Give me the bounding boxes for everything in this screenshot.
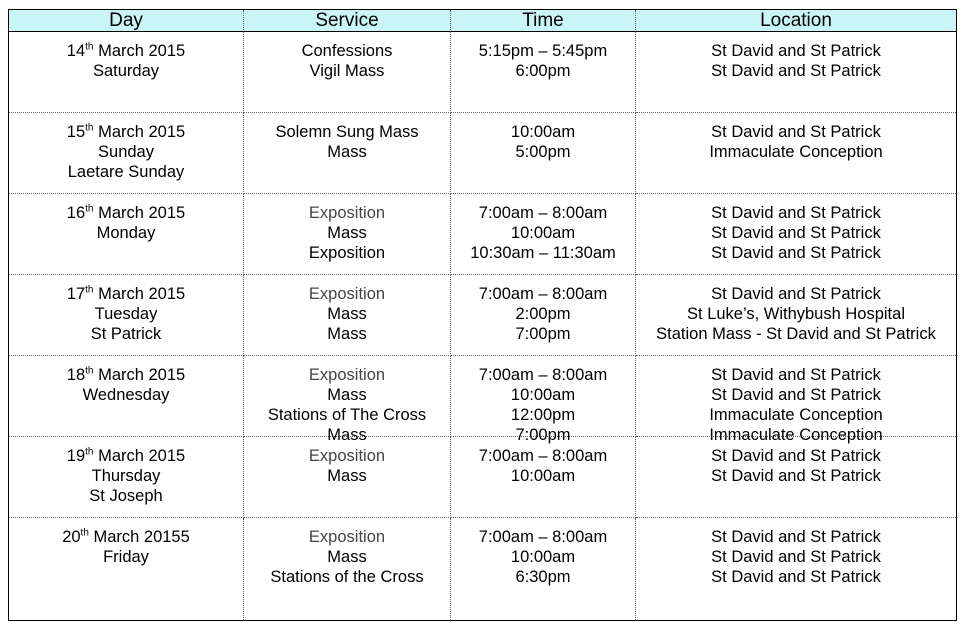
cell-service [244, 518, 451, 620]
month-year: March 2015 [93, 447, 186, 465]
service-name: Mass [327, 305, 367, 323]
location-name: St David and St Patrick [711, 467, 881, 485]
day-date [9, 203, 243, 223]
time-value: 10:00am [510, 123, 576, 141]
month-year: March 2015 [93, 204, 186, 222]
cell-time [451, 113, 636, 194]
day-number: 18 [66, 366, 86, 384]
day-line: Sunday [98, 143, 154, 161]
location-name: St David and St Patrick [711, 386, 881, 404]
service-name: Exposition [308, 366, 386, 384]
day-suffix: th [85, 203, 94, 215]
cell-service [244, 275, 451, 356]
service-name: Exposition [308, 244, 386, 262]
time-value: 12:00pm [510, 406, 576, 424]
service-name: Confessions [301, 42, 393, 60]
time-value: 10:00am [510, 224, 576, 242]
time-value: 7:00pm [515, 426, 571, 444]
cell-day [9, 518, 244, 620]
day-line: Laetare Sunday [67, 163, 185, 181]
location-name: St David and St Patrick [711, 123, 881, 141]
time-value: 6:30pm [515, 568, 571, 586]
service-name: Vigil Mass [309, 62, 385, 80]
month-year: March 2015 [93, 366, 186, 384]
cell-day [9, 194, 244, 275]
service-name: Solemn Sung Mass [275, 123, 419, 141]
day-suffix: th [85, 41, 94, 53]
location-name: St David and St Patrick [711, 366, 881, 384]
day-date [9, 446, 243, 466]
service-name: Stations of The Cross [267, 406, 427, 424]
cell-location [636, 518, 956, 620]
day-date [9, 365, 243, 385]
time-value: 7:00pm [515, 325, 571, 343]
service-name: Mass [327, 426, 367, 444]
time-value: 7:00am – 8:00am [478, 528, 608, 546]
location-name: Station Mass - St David and St Patrick [656, 325, 936, 343]
cell-location [636, 356, 956, 444]
header-day: Day [9, 10, 244, 32]
time-value: 10:30am – 11:30am [470, 244, 616, 262]
location-name: St David and St Patrick [711, 285, 881, 303]
day-date [9, 527, 243, 547]
service-name: Mass [327, 325, 367, 343]
cell-location [636, 437, 956, 518]
day-line: Monday [96, 224, 156, 242]
day-line: Wednesday [82, 386, 170, 404]
month-year: March 2015 [93, 123, 186, 141]
service-name: Exposition [308, 528, 386, 546]
cell-service [244, 194, 451, 275]
location-name: St David and St Patrick [711, 244, 881, 262]
header-service: Service [244, 10, 451, 32]
time-value: 7:00am – 8:00am [478, 366, 608, 384]
cell-time [451, 194, 636, 275]
location-name: St David and St Patrick [711, 548, 881, 566]
cell-time [451, 275, 636, 356]
day-date [9, 41, 243, 61]
service-name: Mass [327, 143, 367, 161]
service-name: Exposition [308, 285, 386, 303]
schedule-table [8, 9, 957, 621]
cell-service [244, 113, 451, 194]
cell-time [451, 518, 636, 620]
location-name: St David and St Patrick [711, 447, 881, 465]
month-year: March 2015 [93, 285, 186, 303]
day-line: Friday [103, 548, 149, 566]
cell-time [451, 356, 636, 444]
day-date [9, 284, 243, 304]
day-suffix: th [85, 284, 94, 296]
day-number: 14 [66, 42, 86, 60]
header-time: Time [451, 10, 636, 32]
month-year: March 2015 [93, 42, 186, 60]
service-name: Exposition [308, 204, 386, 222]
cell-service [244, 437, 451, 518]
day-line: St Joseph [89, 487, 163, 505]
cell-location [636, 194, 956, 275]
cell-location [636, 275, 956, 356]
time-value: 5:15pm – 5:45pm [478, 42, 608, 60]
time-value: 7:00am – 8:00am [478, 204, 608, 222]
service-name: Stations of the Cross [270, 568, 424, 586]
location-name: St David and St Patrick [711, 42, 881, 60]
day-suffix: th [85, 122, 94, 134]
time-value: 7:00am – 8:00am [478, 447, 608, 465]
time-value: 6:00pm [515, 62, 571, 80]
location-name: St David and St Patrick [711, 204, 881, 222]
day-line: Tuesday [94, 305, 158, 323]
location-name: St Luke’s, Withybush Hospital [687, 305, 905, 323]
time-value: 10:00am [510, 548, 576, 566]
day-suffix: th [80, 527, 89, 539]
day-suffix: th [85, 365, 94, 377]
cell-time [451, 32, 636, 113]
location-name: Immaculate Conception [709, 426, 883, 444]
month-year: March 20155 [88, 528, 190, 546]
cell-day [9, 437, 244, 518]
location-name: Immaculate Conception [709, 143, 883, 161]
location-name: St David and St Patrick [711, 62, 881, 80]
cell-day [9, 32, 244, 113]
day-suffix: th [85, 446, 94, 458]
cell-service [244, 356, 451, 444]
day-number: 15 [66, 123, 86, 141]
cell-location [636, 113, 956, 194]
day-line: Thursday [91, 467, 161, 485]
time-value: 10:00am [510, 386, 576, 404]
day-number: 17 [66, 285, 86, 303]
day-line: Saturday [92, 62, 160, 80]
location-name: Immaculate Conception [709, 406, 883, 424]
header-location: Location [636, 10, 956, 32]
time-value: 2:00pm [515, 305, 571, 323]
cell-location [636, 32, 956, 113]
time-value: 5:00pm [515, 143, 571, 161]
service-name: Mass [327, 467, 367, 485]
cell-time [451, 437, 636, 518]
cell-day [9, 113, 244, 194]
service-name: Mass [327, 386, 367, 404]
cell-day [9, 356, 244, 437]
service-name: Mass [327, 224, 367, 242]
cell-day [9, 275, 244, 356]
day-number: 20 [62, 528, 81, 546]
location-name: St David and St Patrick [711, 528, 881, 546]
location-name: St David and St Patrick [711, 568, 881, 586]
location-name: St David and St Patrick [711, 224, 881, 242]
cell-service [244, 32, 451, 113]
time-value: 7:00am – 8:00am [478, 285, 608, 303]
day-line: St Patrick [90, 325, 162, 343]
service-name: Exposition [308, 447, 386, 465]
time-value: 10:00am [510, 467, 576, 485]
day-number: 16 [66, 204, 86, 222]
service-name: Mass [327, 548, 367, 566]
day-date [9, 122, 243, 142]
day-number: 19 [66, 447, 86, 465]
